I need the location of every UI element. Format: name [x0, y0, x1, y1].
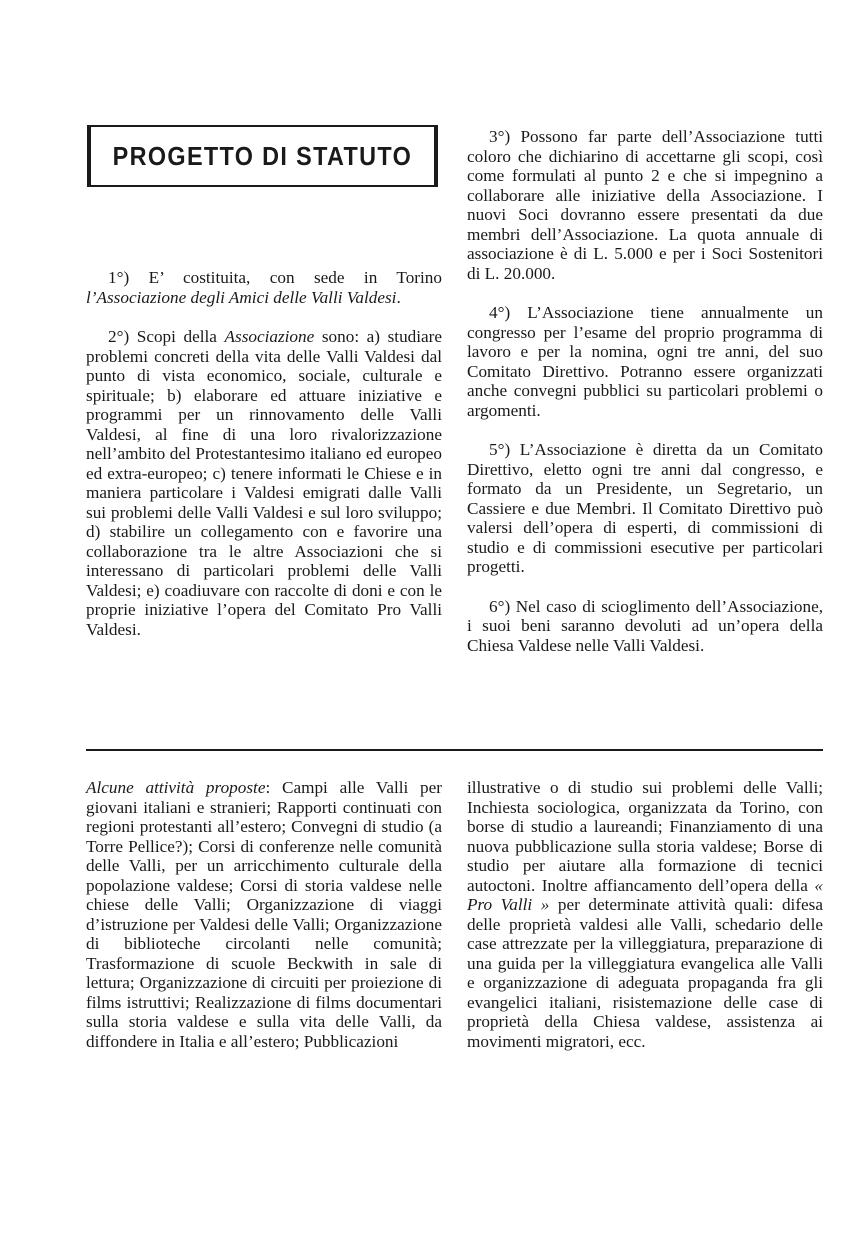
activities-text-3: per determinate attività quali: difesa delle proprietà valdesi alle Valli, schedario delle case attrezzate per la villeggiatura, preparazione di una guida per la villeggiatura evangelica alle Valli e organizzazione di adeguata propaganda fra gli evangelici italiani, risistemazione delle case di proprietà della Chiesa valdese, assistenza ai movimenti migratori, ecc.	[467, 895, 824, 1051]
article-2	[86, 327, 442, 639]
title-box	[87, 125, 438, 187]
activities-text-2: illustrative o di studio sui problemi delle Valli; Inchiesta sociologica, organizzata da Torino, con borse di studio a laureandi; Finanziamento di una nuova pubblicazione sulla storia valdese; Borse di studio per aiutare alla formazione di tecnici autoctoni. Inoltre affiancamento dell’opera della	[467, 778, 823, 895]
activities-label: Alcune attività proposte	[86, 778, 266, 797]
article-1	[86, 268, 442, 307]
article-1-end: .	[396, 287, 401, 307]
article-2-lead: 2°) Scopi della	[108, 327, 217, 346]
section-divider	[86, 749, 823, 751]
page-title: PROGETTO DI STATUTO	[112, 140, 413, 171]
column-left-top	[86, 268, 442, 639]
article-1-italic: l’Associazione degli Amici delle Valli Valdesi	[86, 287, 397, 307]
column-right-top	[467, 127, 823, 655]
column-right-bottom	[467, 778, 823, 1051]
article-1-lead: 1°) E’ costituita, con sede in Torino	[108, 268, 442, 287]
activities-part-2	[467, 778, 823, 1051]
article-5: 5°) L’Associazione è diretta da un Comitato Direttivo, eletto ogni tre anni dal congresso, e formato da un Presidente, un Segretario, un Cassiere e due Membri. Il Comitato Direttivo può valersi dell’opera di esperti, di commissioni di studio e di commissioni esecutive per particolari progetti.	[467, 440, 823, 576]
article-2-italic: Associazione	[224, 327, 315, 346]
article-3: 3°) Possono far parte dell’Associazione tutti coloro che dichiarino di accettarne gli scopi, così come formulati al punto 2 e che si impegnino a collaborare alle iniziative della Associazione. I nuovi Soci dovranno essere presentati da due membri dell’Associazione. La quota annuale di associazione è di L. 5.000 e per i Soci Sostenitori di L. 20.000.	[467, 127, 823, 283]
article-6: 6°) Nel caso di scioglimento dell’Associazione, i suoi beni saranno devoluti ad un’opera della Chiesa Valdese nelle Valli Valdesi.	[467, 596, 823, 655]
activities-part-1	[86, 778, 442, 1051]
activities-text-1: : Campi alle Valli per giovani italiani e stranieri; Rapporti continuati con regioni protestanti all’estero; Convegni di studio (a Torre Pellice?); Corsi di conferenze nelle comunità delle Valli, per un arricchimento culturale della popolazione valdese; Corsi di storia valdese nelle chiese delle Valli; Organizzazione di viaggi d’istruzione per Valdesi delle Valli; Organizzazione di biblioteche circolanti nelle comunità; Trasformazione di scuole Beckwith in sale di lettura; Organizzazione di circuiti per proiezione di films istruttivi; Realizzazione di films documentari sulla storia valdese e sulla vita delle Valli, da diffondere in Italia e all’estero; Pubblicazioni	[86, 778, 442, 1051]
column-left-bottom	[86, 778, 442, 1051]
article-4: 4°) L’Associazione tiene annualmente un congresso per l’esame del proprio programma di lavoro e per la nomina, ogni tre anni, del suo Comitato Direttivo. Potranno essere organizzati anche convegni pubblici su particolari problemi o argomenti.	[467, 303, 823, 420]
article-2-text: sono: a) studiare problemi concreti della vita delle Valli Valdesi dal punto di vista economico, sociale, culturale e spirituale; b) elaborare ed attuare iniziative e programmi per un rinnovamento delle Valli Valdesi, al fine di una loro rivalorizzazione nell’ambito del Protestantesimo italiano ed europeo ed extra-europeo; c) tenere informati le Chiese e in maniera particolare i Valdesi emigrati dalle Valli sui problemi delle Valli Valdesi e sul loro sviluppo; d) stabilire un collegamento con e favorire una collaborazione tra le altre Associazioni che si interessano di particolari problemi delle Valli Valdesi; e) coadiuvare con raccolte di doni e con le proprie iniziative l’opera del Comitato Pro Valli Valdesi.	[86, 327, 443, 639]
pro-valli-label: « Pro Valli »	[467, 875, 824, 914]
